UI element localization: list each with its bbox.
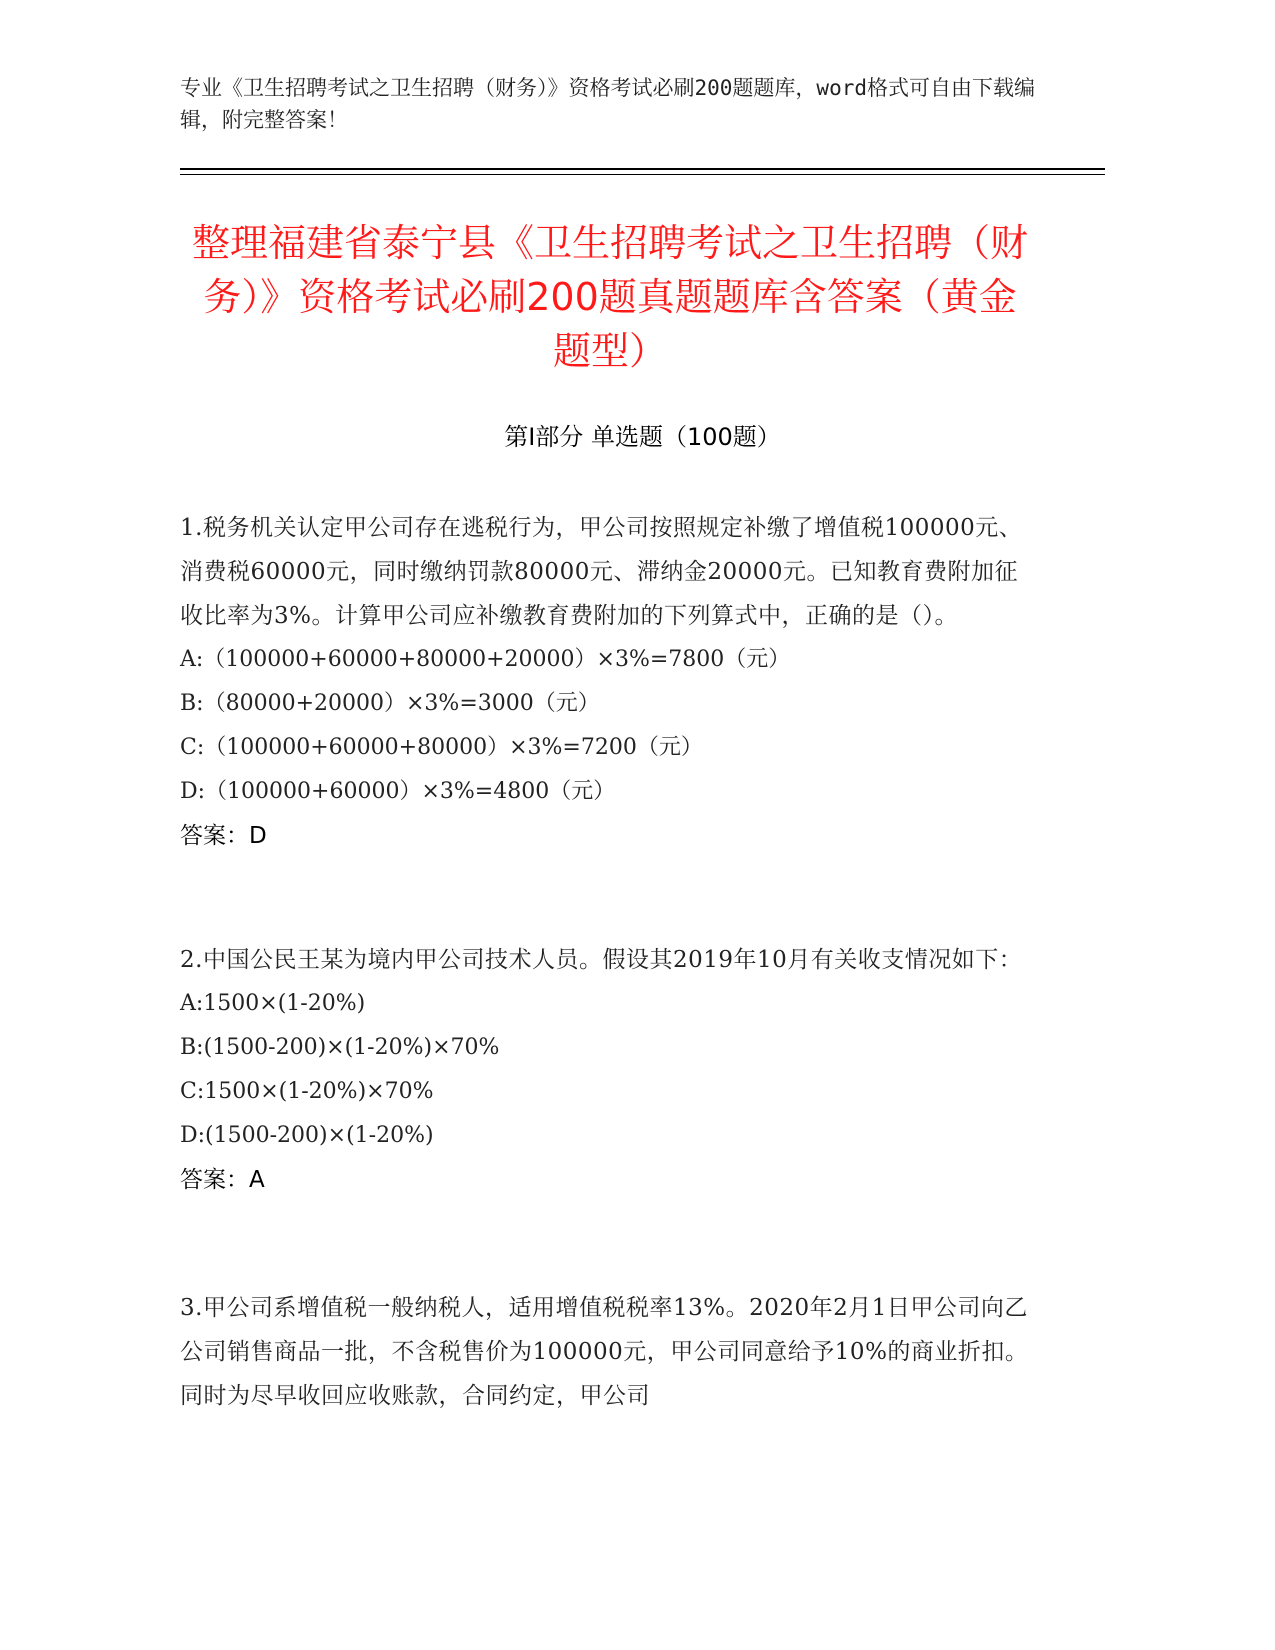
option-c: C:1500×(1-20%)×70% <box>180 1079 434 1104</box>
option-c: C:（100000+60000+80000）×3%=7200（元） <box>180 735 703 760</box>
question-stem: 1.税务机关认定甲公司存在逃税行为，甲公司按照规定补缴了增值税100000元、消费税60000元，同时缴纳罚款80000元、滞纳金20000元。已知教育费附加征收比率为3%。计算甲公司应补缴教育费附加的下列算式中，正确的是（）。 <box>180 515 1023 629</box>
question-3 <box>180 1286 1040 1418</box>
option-a: A:1500×(1-20%) <box>180 991 366 1016</box>
header-divider-thin <box>180 174 1105 175</box>
option-a: A:（100000+60000+80000+20000）×3%=7800（元） <box>180 647 791 672</box>
header-note: 专业《卫生招聘考试之卫生招聘（财务）》资格考试必刷200题题库，word格式可自由下载编辑，附完整答案！ <box>180 76 1035 132</box>
section-heading: 第Ⅰ部分 单选题（100题） <box>504 423 781 451</box>
option-d: D:（100000+60000）×3%=4800（元） <box>180 779 616 804</box>
answer: 答案：D <box>180 823 267 849</box>
option-b: B:（80000+20000）×3%=3000（元） <box>180 691 600 716</box>
document-title: 整理福建省泰宁县《卫生招聘考试之卫生招聘（财务）》资格考试必刷200题真题题库含答案（黄金题型） <box>191 221 1028 373</box>
option-b: B:(1500-200)×(1-20%)×70% <box>180 1035 500 1060</box>
question-1 <box>180 506 1040 858</box>
question-stem: 3.甲公司系增值税一般纳税人，适用增值税税率13%。2020年2月1日甲公司向乙公司销售商品一批，不含税售价为100000元，甲公司同意给予10%的商业折扣。同时为尽早收回应收账款，合同约定，甲公司 <box>180 1295 1029 1409</box>
question-2 <box>180 938 1040 1202</box>
option-d: D:(1500-200)×(1-20%) <box>180 1123 434 1148</box>
question-stem: 2.中国公民王某为境内甲公司技术人员。假设其2019年10月有关收支情况如下： <box>180 947 1023 973</box>
header-divider-thick <box>180 168 1105 170</box>
answer: 答案：A <box>180 1167 265 1193</box>
